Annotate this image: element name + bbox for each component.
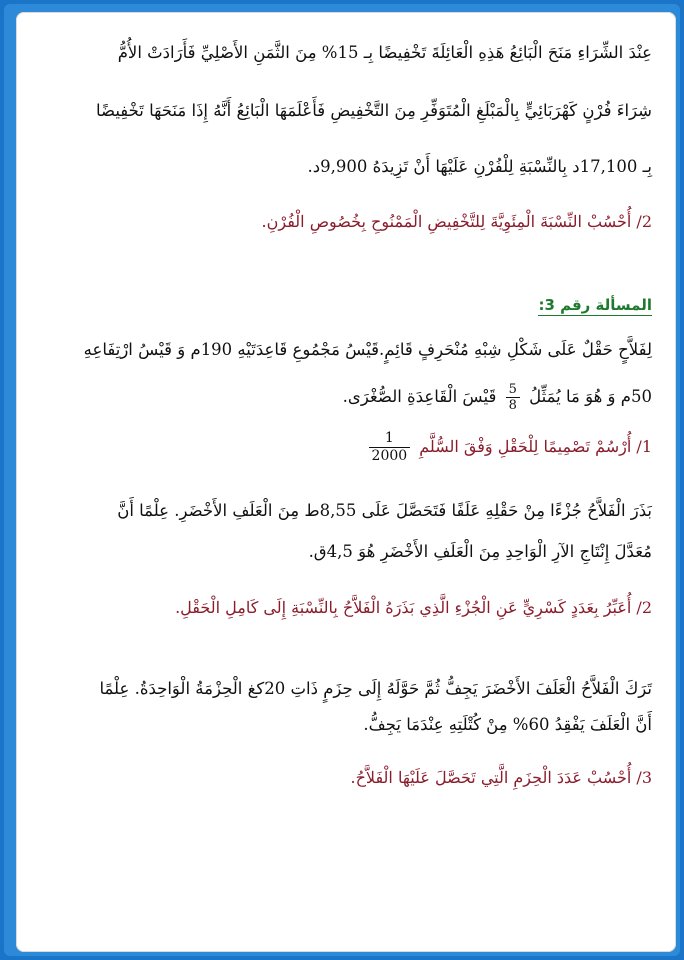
question-1-text: 1/ أُرْسُمْ تَصْمِيمًا لِلْحَقْلِ وَفْقَ السُّلَّمِ xyxy=(419,437,652,456)
problem2-line-1: عِنْدَ الشِّرَاءِ مَنَحَ الْبَائِعُ هَذِهِ الْعَائِلَةَ تَخْفِيضًا بِـ 15% مِنَ الثَّمَنِ الأَصْلِيِّ فَأَرَادَتْ الأُمُّ xyxy=(117,43,652,62)
scale-fraction xyxy=(369,430,411,465)
problem3-para2-line-2: مُعَدَّلَ إِنْتَاجِ الآرِ الْوَاحِدِ مِنَ الْعَلَفِ الأَخْضَرِ هُوَ 4,5ق. xyxy=(308,542,652,561)
fraction-five-eighths xyxy=(506,382,520,413)
intro-text-b: قَيْسَ الْقَاعِدَةِ الصُّغْرَى. xyxy=(342,387,497,406)
problem3-para3-line-2: أَنَّ الْعَلَفَ يَفْقِدُ 60% مِنْ كُتْلَتِهِ عِنْدَمَا يَجِفُّ. xyxy=(363,715,652,734)
problem2-line-3: بِـ 17,100د بِالنِّسْبَةِ لِلْفُرْنِ عَلَيْهَا أَنْ تَزِيدَهُ 9,900د. xyxy=(307,157,652,176)
problem2-line-2: شِرَاءَ فُرْنٍ كَهْرَبَائِيٍّ بِالْمَبْلَغِ الْمُتَوَفِّرِ مِنَ التَّخْفِيضِ فَأَعْلَمَهَا الْبَائِعُ أَنَّهُ إِذَا مَنَحَهَا تَخْفِيضًا xyxy=(95,101,652,120)
problem3-question-1 xyxy=(365,430,652,465)
problem3-heading: المسألة رقم 3: xyxy=(538,296,652,314)
problem3-para3-line-1: تَرَكَ الْفَلاَّحُ الْعَلَفَ الأَخْضَرَ يَجِفُّ ثُمَّ حَوَّلَهُ إِلَى حِزَمٍ ذَاتِ 20كغ الْحِزْمَةُ الْوَاحِدَةُ. عِلْمًا xyxy=(99,679,652,698)
problem3-para2-line-1: بَذَرَ الْفَلاَّحُ جُزْءًا مِنْ حَقْلِهِ عَلَفًا فَتَحَصَّلَ عَلَى 8,55ط مِنَ الْعَلَفِ الأَخْضَرِ. عِلْمًا أَنَّ xyxy=(117,501,652,520)
problem3-intro-line-2 xyxy=(343,382,652,413)
problem3-intro-line-1: لِفَلاَّحٍ حَقْلٌ عَلَى شَكْلِ شِبْهِ مُنْحَرِفٍ قَائِمٍ.قَيْسُ مَجْمُوعِ قَاعِدَتَيْهِ 190م وَ قَيْسُ ارْتِفَاعِهِ xyxy=(83,340,652,359)
intro-text-a: 50م وَ هُوَ مَا يُمَثِّلُ xyxy=(529,387,652,406)
problem3-question-2: 2/ أُعَبِّرُ بِعَدَدٍ كَسْرِيٍّ عَنِ الْجُزْءِ الَّذِي بَذَرَهُ الْفَلاَّحُ بِالنِّسْبَةِ إِلَى كَامِلِ الْحَقْلِ. xyxy=(175,598,652,617)
scale-numerator: 1 xyxy=(369,430,411,448)
page-border xyxy=(4,4,680,956)
scale-denominator: 2000 xyxy=(371,448,408,464)
problem3-question-3: 3/ أُحْسُبْ عَدَدَ الْحِزَمِ الَّتِي تَحَصَّلَ عَلَيْهَا الْفَلاَّحُ. xyxy=(350,768,652,787)
problem2-question: 2/ أُحْسُبْ النِّسْبَةَ الْمِئَوِيَّةَ لِلتَّخْفِيضِ الْمَمْنُوحِ بِخُصُوصِ الْفُرْنِ. xyxy=(261,212,652,231)
fraction-numerator: 5 xyxy=(506,382,520,398)
fraction-denominator: 8 xyxy=(508,398,517,413)
worksheet-page xyxy=(16,12,676,952)
